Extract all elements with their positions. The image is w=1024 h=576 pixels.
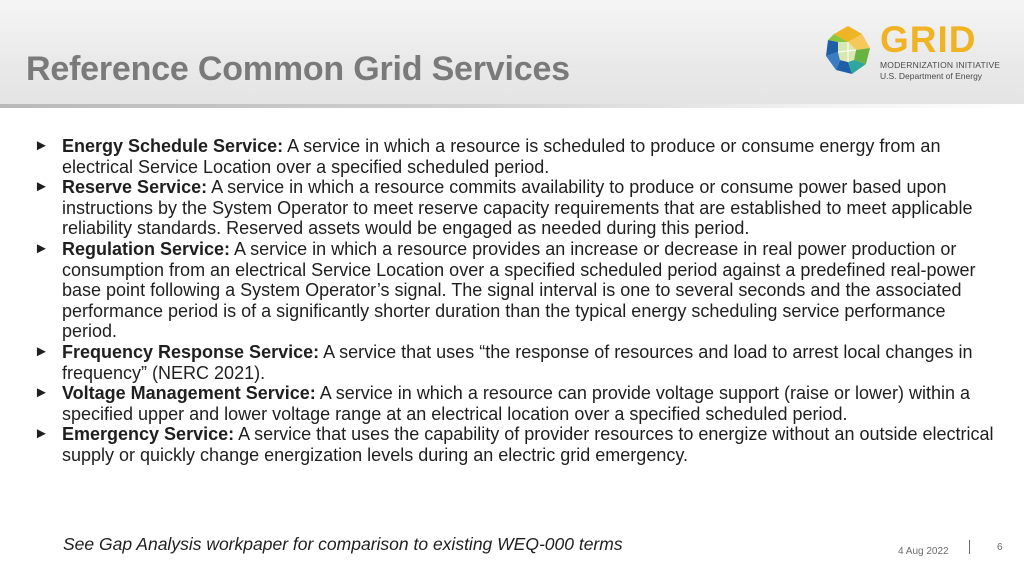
service-description: A service in which a resource can provide voltage support (raise or lower) within a specified upper and lower voltage range at an electrical location over a specified scheduled period. xyxy=(62,383,971,424)
page-number: 6 xyxy=(997,542,1003,553)
bullet-arrow-icon: ► xyxy=(34,178,49,196)
service-description: A service that uses the capability of provider resources to energize without an outside electrical supply or quickly change energization levels during an electric grid emergency. xyxy=(62,424,994,465)
service-term: Regulation Service: xyxy=(62,238,231,259)
grid-logo-wordmark: GRID xyxy=(880,19,977,60)
bullet-arrow-icon: ► xyxy=(34,239,49,257)
bullet-arrow-icon: ► xyxy=(34,425,49,443)
list-item xyxy=(34,239,994,342)
service-term: Energy Schedule Service: xyxy=(62,136,284,156)
footnote: See Gap Analysis workpaper for comparison to existing WEQ-000 terms xyxy=(63,534,623,554)
footer-date: 4 Aug 2022 xyxy=(898,546,949,557)
header-rule xyxy=(0,104,1024,108)
list-item xyxy=(34,342,994,383)
service-description: A service in which a resource commits availability to produce or consume power based upon instructions by the System Operator to meet reserve capacity requirements that are established to meet applicable reliability standards. Reserved assets would be engaged as needed during this period. xyxy=(62,177,973,239)
service-term: Voltage Management Service: xyxy=(62,383,316,404)
service-description: A service that uses “the response of resources and load to arrest local changes in frequency” (NERC 2021). xyxy=(62,341,973,383)
grid-logo-subtitle-2: U.S. Department of Energy xyxy=(880,71,983,81)
service-description: A service in which a resource provides an increase or decrease in real power production or consumption from an electrical Service Location over a specified scheduled period against a predefined real-power base point following a System Operator’s signal. The signal interval is one to several seconds and the associated performance period is of a significantly shorter duration than the typical energy scheduling service performance period. xyxy=(62,238,976,342)
page-title: Reference Common Grid Services xyxy=(26,50,570,88)
grid-logo-mark-icon xyxy=(818,20,878,84)
list-item xyxy=(34,383,994,424)
bullet-arrow-icon: ► xyxy=(34,342,49,360)
list-item xyxy=(34,136,994,177)
bullet-arrow-icon: ► xyxy=(34,384,49,402)
grid-logo xyxy=(818,19,1001,84)
service-term: Frequency Response Service: xyxy=(62,341,320,362)
service-term: Reserve Service: xyxy=(62,177,208,198)
list-item xyxy=(34,177,994,239)
footer-separator xyxy=(969,540,970,554)
bullet-arrow-icon: ► xyxy=(34,137,49,154)
service-list xyxy=(34,136,994,466)
service-term: Emergency Service: xyxy=(62,424,235,445)
list-item xyxy=(34,424,994,465)
grid-logo-subtitle-1: MODERNIZATION INITIATIVE xyxy=(880,60,1001,70)
service-description: A service in which a resource is scheduled to produce or consume energy from an electrical Service Location over a specified scheduled period. xyxy=(62,136,941,177)
